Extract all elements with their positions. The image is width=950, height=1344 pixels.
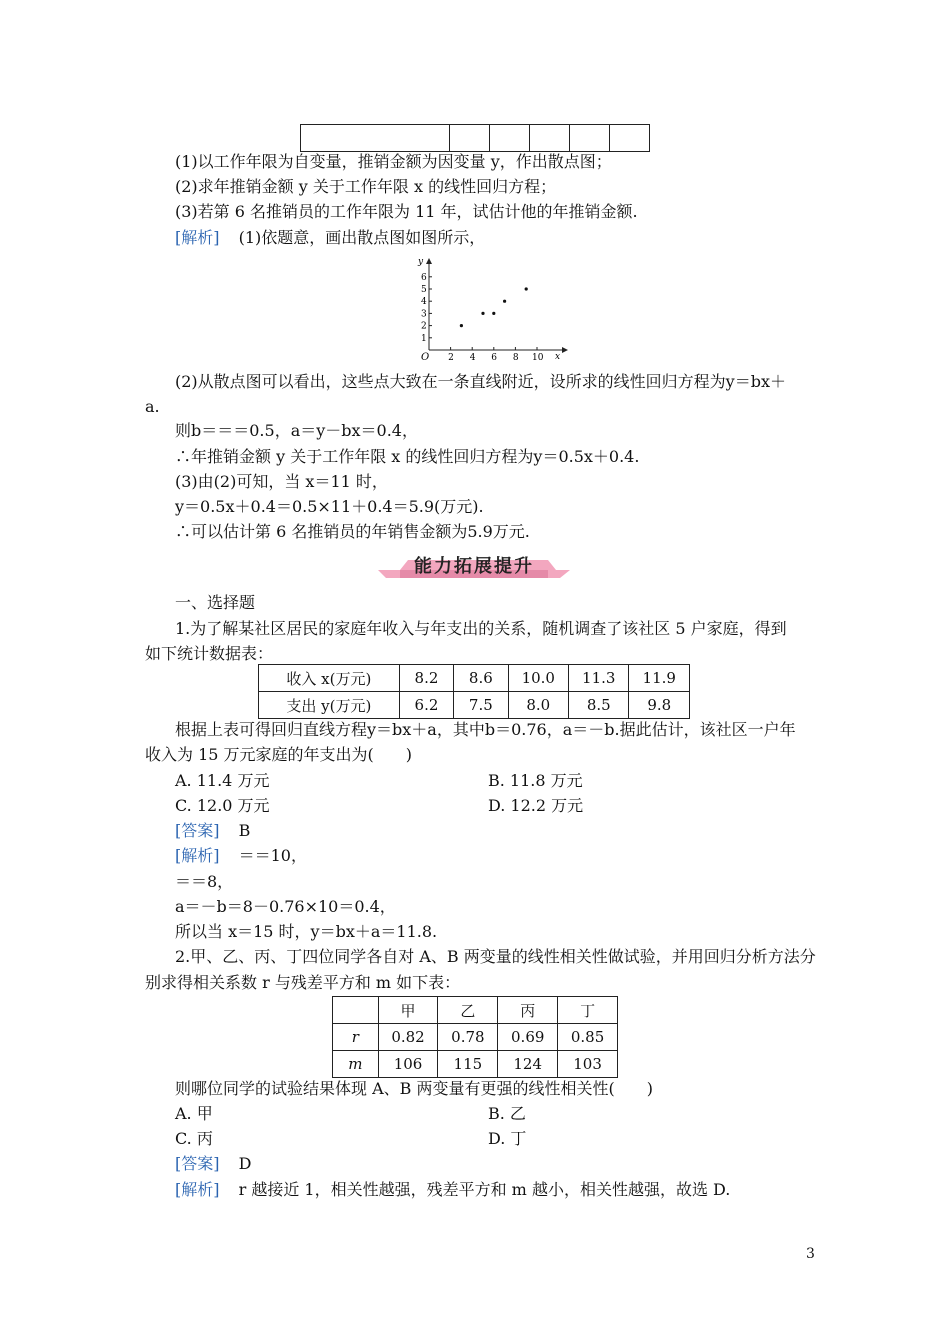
x-tick-label: 8 [512,353,519,363]
table-row [333,1024,618,1051]
table-cell [490,125,530,152]
q1-answer [175,820,250,842]
table-row [259,692,690,719]
q2-option-d: D. 丁 [488,1129,527,1148]
q2-option-b: B. 乙 [488,1104,526,1123]
scatter-point [492,312,495,315]
table-cell: 10.0 [508,665,568,692]
analysis-3-line1: (3)由(2)可知，当 x＝11 时， [175,472,388,491]
answer-tag: [答案] [175,821,220,840]
scatter-point [525,287,528,290]
answer-value: B [238,821,251,840]
y-tick-label: 5 [421,285,427,295]
analysis-2-line2: a. [145,397,160,416]
q2-after: 则哪位同学的试验结果体现 A、B 两变量有更强的线性相关性( ) [175,1079,653,1098]
section-banner [378,546,570,582]
table-cell: 7.5 [454,692,508,719]
q2-answer [175,1153,251,1175]
table-cell [450,125,490,152]
table-cell: 丙 [498,997,558,1024]
scatter-plot [412,255,572,365]
table-cell: 0.78 [438,1024,498,1051]
analysis-2-line4: ∴年推销金额 y 关于工作年限 x 的线性回归方程为y＝0.5x＋0.4. [175,447,640,466]
q2-option-a: A. 甲 [175,1104,213,1123]
table-cell: 103 [558,1051,618,1078]
table-cell [301,125,450,152]
table-cell [610,125,650,152]
table-cell: 8.5 [569,692,629,719]
scatter-ticks [421,273,544,363]
x-axis-label: x [555,352,561,362]
table-cell: 甲 [378,997,438,1024]
analysis-2-line1: (2)从散点图可以看出，这些点大致在一条直线附近，设所求的线性回归方程为y＝bx＋ [175,372,786,391]
banner-title: 能力拓展提升 [414,556,534,577]
table-cell [530,125,570,152]
q1-stem-line1: 1.为了解某社区居民的家庭年收入与年支出的关系，随机调查了该社区 5 户家庭，得到 [175,619,787,638]
table-cell [333,997,379,1024]
q1-data-table [258,664,690,719]
analysis-tag: [解析] [175,228,220,247]
top-table [300,124,650,152]
scatter-point [460,324,463,327]
q2-option-c: C. 丙 [175,1129,213,1148]
q1-option-a: A. 11.4 万元 [175,771,270,790]
analysis-text: (1)依题意，画出散点图如图所示， [238,228,486,247]
analysis-tag: [解析] [175,1180,220,1199]
scatter-points [460,287,528,327]
question-part-1: (1)以工作年限为自变量，推销金额为因变量 y，作出散点图； [175,152,612,171]
section-heading: 一、选择题 [175,593,256,612]
analysis-3-line2: y＝0.5x＋0.4＝0.5×11＋0.4＝5.9(万元). [175,497,484,516]
q1-after-line2: 收入为 15 万元家庭的年支出为( ) [145,745,413,764]
table-cell: r [333,1024,379,1051]
scatter-point [503,300,506,303]
scatter-axes [417,257,568,363]
y-tick-label: 6 [421,272,427,283]
y-tick-label: 4 [421,297,427,308]
analysis-1 [175,227,485,249]
q2-analysis [175,1179,730,1201]
analysis-2-line3: 则b＝＝＝0.5，a＝y－bx＝0.4， [175,421,418,440]
origin-label: O [421,352,430,363]
table-row [259,665,690,692]
answer-value: D [238,1154,252,1173]
table-row [333,997,618,1024]
scatter-point [481,312,484,315]
analysis-tag: [解析] [175,846,220,865]
page-number: 3 [806,1246,815,1262]
q1-option-c: C. 12.0 万元 [175,796,270,815]
table-cell: 0.82 [378,1024,438,1051]
q1-analysis-line1 [175,845,307,867]
table-cell: 乙 [438,997,498,1024]
table-cell: 收入 x(万元) [259,665,400,692]
y-axis-label: y [418,257,424,267]
y-tick-label: 2 [421,321,427,332]
q2-stem-line1: 2.甲、乙、丙、丁四位同学各自对 A、B 两变量的线性相关性做试验，并用回归分析方法分 [175,947,816,966]
table-cell: 支出 y(万元) [259,692,400,719]
q1-option-b: B. 11.8 万元 [488,771,583,790]
table-cell: 8.6 [454,665,508,692]
question-part-3: (3)若第 6 名推销员的工作年限为 11 年，试估计他的年推销金额. [175,202,638,221]
question-part-2: (2)求年推销金额 y 关于工作年限 x 的线性回归方程； [175,177,557,196]
q2-data-table [332,996,618,1078]
y-tick-label: 3 [421,309,427,320]
table-cell: 8.2 [399,665,453,692]
table-cell: 0.69 [498,1024,558,1051]
table-cell: 8.0 [508,692,568,719]
table-cell: 11.9 [629,665,690,692]
table-cell: m [333,1051,379,1078]
x-tick-label: 10 [532,353,544,363]
y-axis-arrow-icon [426,258,432,264]
x-tick-label: 6 [491,353,498,363]
q1-analysis-line3: a＝－b＝8－0.76×10＝0.4， [175,897,396,916]
table-cell: 6.2 [399,692,453,719]
analysis-text: ＝＝10， [238,846,307,865]
q1-analysis-line2: ＝＝8， [175,872,234,891]
answer-tag: [答案] [175,1154,220,1173]
table-cell: 丁 [558,997,618,1024]
q1-stem-line2: 如下统计数据表： [145,644,274,663]
x-axis-arrow-icon [562,347,568,353]
x-tick-label: 4 [469,353,476,363]
q1-analysis-line4: 所以当 x＝15 时，y＝bx＋a＝11.8. [175,922,438,941]
table-cell: 115 [438,1051,498,1078]
q1-option-d: D. 12.2 万元 [488,796,584,815]
y-tick-label: 1 [421,333,427,344]
table-cell: 106 [378,1051,438,1078]
table-cell: 0.85 [558,1024,618,1051]
q2-stem-line2: 别求得相关系数 r 与残差平方和 m 如下表： [145,973,461,992]
table-cell: 9.8 [629,692,690,719]
q1-after-line1: 根据上表可得回归直线方程y＝bx＋a，其中b＝0.76，a＝－b.据此估计，该社区一户年 [175,720,796,739]
analysis-3-line3: ∴可以估计第 6 名推销员的年销售金额为5.9万元. [175,522,530,541]
table-row [333,1051,618,1078]
table-cell [570,125,610,152]
table-cell: 124 [498,1051,558,1078]
table-cell: 11.3 [569,665,629,692]
x-tick-label: 2 [448,353,454,363]
analysis-text: r 越接近 1，相关性越强，残差平方和 m 越小，相关性越强，故选 D. [238,1180,731,1199]
